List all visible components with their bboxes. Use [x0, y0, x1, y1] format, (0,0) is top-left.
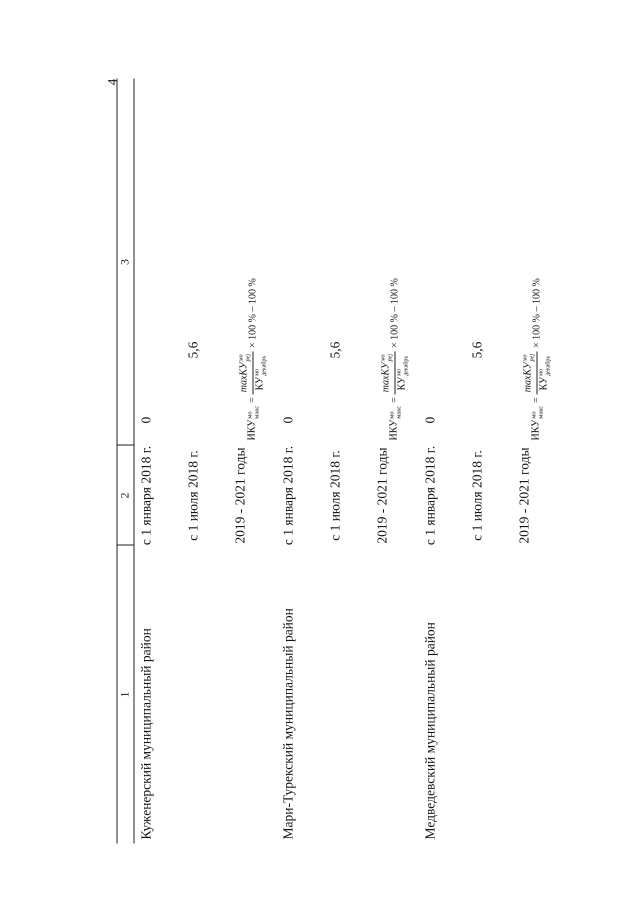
formula-lhs: ИКУ мо макс: [388, 405, 402, 441]
formula-tail: × 100 % – 100 %: [247, 278, 259, 348]
value-jul: 5,6: [469, 341, 485, 359]
formula-equals: =: [531, 397, 543, 403]
index-formula: [239, 278, 268, 440]
period-jul: с 1 июля 2018 г.: [327, 450, 343, 541]
value-jul: 5,6: [185, 341, 201, 359]
value-jan: 0: [422, 416, 438, 424]
period-jul: с 1 июля 2018 г.: [185, 450, 201, 541]
formula-fraction: maxКУ мо pej КУ мо декабрь: [522, 353, 551, 393]
table-header-rule: [134, 79, 135, 844]
value-jan: 0: [138, 416, 154, 424]
value-jan: 0: [280, 416, 296, 424]
period-jan: с 1 января 2018 г.: [280, 445, 296, 546]
header-col-2: 2: [117, 492, 132, 499]
index-formula: [381, 278, 410, 440]
period-jan: с 1 января 2018 г.: [138, 445, 154, 546]
period-jan: с 1 января 2018 г.: [422, 445, 438, 546]
period-jul: с 1 июля 2018 г.: [469, 450, 485, 541]
district-name: Медведевский муниципальный район: [422, 622, 438, 840]
formula-equals: =: [247, 397, 259, 403]
district-name: Куженерский муниципальный район: [138, 628, 154, 840]
formula-fraction: maxКУ мо pej КУ мо декабрь: [238, 353, 267, 393]
period-years: 2019 - 2021 годы: [232, 447, 248, 544]
formula-lhs: ИКУ мо макс: [530, 405, 544, 441]
page-number: 4: [104, 78, 120, 86]
table-row: [139, 79, 281, 844]
period-years: 2019 - 2021 годы: [516, 447, 532, 544]
value-jul: 5,6: [327, 341, 343, 359]
formula-fraction: maxКУ мо pej КУ мо декабрь: [380, 353, 409, 393]
index-formula: [523, 278, 552, 440]
rotated-table-sheet: [117, 79, 551, 844]
formula-tail: × 100 % – 100 %: [531, 278, 543, 348]
table-row: [281, 79, 423, 844]
header-col-1: 1: [117, 691, 132, 698]
formula-tail: × 100 % – 100 %: [389, 278, 401, 348]
formula-equals: =: [389, 397, 401, 403]
header-col-3: 3: [117, 259, 132, 265]
period-years: 2019 - 2021 годы: [374, 447, 390, 544]
table-row: [423, 79, 565, 844]
district-name: Мари-Турекский муниципальный район: [280, 608, 296, 840]
formula-lhs: ИКУ мо макс: [246, 405, 260, 441]
